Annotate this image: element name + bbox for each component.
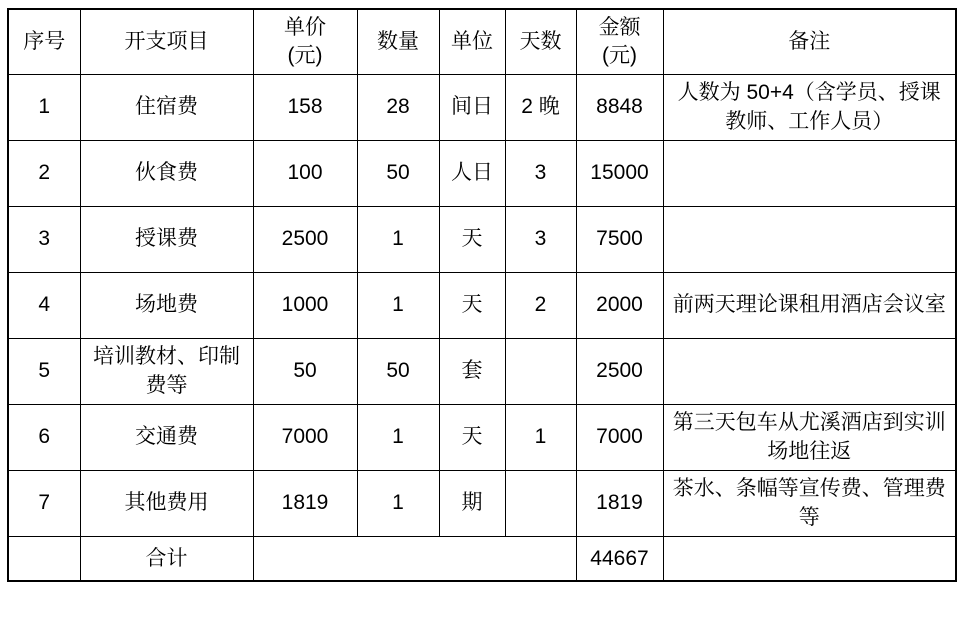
cell-item: 交通费 <box>80 404 253 470</box>
cell-days: 2 晚 <box>505 74 576 140</box>
total-amount: 44667 <box>576 536 663 581</box>
cell-no: 5 <box>8 338 80 404</box>
cell-amount: 1819 <box>576 470 663 536</box>
total-merged-empty-cell <box>253 536 576 581</box>
header-price-label: 单价 <box>284 16 326 40</box>
total-remark-cell <box>663 536 956 581</box>
table-row <box>8 140 956 206</box>
cell-price: 2500 <box>253 206 357 272</box>
cell-item: 住宿费 <box>80 74 253 140</box>
cell-unit: 人日 <box>439 140 505 206</box>
cell-price: 1000 <box>253 272 357 338</box>
cell-no: 1 <box>8 74 80 140</box>
total-no-cell <box>8 536 80 581</box>
cell-item: 授课费 <box>80 206 253 272</box>
cell-qty: 1 <box>357 470 439 536</box>
cell-price: 100 <box>253 140 357 206</box>
cell-item: 培训教材、印制费等 <box>80 338 253 404</box>
cell-unit: 天 <box>439 206 505 272</box>
table-row <box>8 272 956 338</box>
header-amount-unit: (元) <box>602 43 637 67</box>
cell-remark <box>663 338 956 404</box>
cell-amount: 15000 <box>576 140 663 206</box>
table-total-row <box>8 536 956 581</box>
cell-remark: 第三天包车从尤溪酒店到实训场地往返 <box>663 404 956 470</box>
table-row <box>8 206 956 272</box>
cell-remark: 茶水、条幅等宣传费、管理费等 <box>663 470 956 536</box>
cell-days: 3 <box>505 206 576 272</box>
cell-price: 7000 <box>253 404 357 470</box>
cell-amount: 7500 <box>576 206 663 272</box>
cell-unit: 套 <box>439 338 505 404</box>
cell-days: 1 <box>505 404 576 470</box>
cell-qty: 50 <box>357 338 439 404</box>
cell-price: 1819 <box>253 470 357 536</box>
expense-budget-table <box>7 8 957 582</box>
cell-remark <box>663 140 956 206</box>
table-row <box>8 74 956 140</box>
cell-amount: 2500 <box>576 338 663 404</box>
cell-remark: 人数为 50+4（含学员、授课教师、工作人员） <box>663 74 956 140</box>
cell-unit: 天 <box>439 404 505 470</box>
cell-amount: 8848 <box>576 74 663 140</box>
cell-qty: 50 <box>357 140 439 206</box>
cell-no: 7 <box>8 470 80 536</box>
cell-price: 50 <box>253 338 357 404</box>
cell-item: 伙食费 <box>80 140 253 206</box>
cell-no: 6 <box>8 404 80 470</box>
header-qty: 数量 <box>357 9 439 74</box>
cell-qty: 1 <box>357 206 439 272</box>
header-unit: 单位 <box>439 9 505 74</box>
table-row <box>8 470 956 536</box>
header-remark: 备注 <box>663 9 956 74</box>
cell-unit: 天 <box>439 272 505 338</box>
cell-qty: 1 <box>357 404 439 470</box>
header-no: 序号 <box>8 9 80 74</box>
header-item: 开支项目 <box>80 9 253 74</box>
cell-days <box>505 338 576 404</box>
cell-remark <box>663 206 956 272</box>
table-header-row <box>8 9 956 74</box>
cell-days: 2 <box>505 272 576 338</box>
cell-price: 158 <box>253 74 357 140</box>
header-days: 天数 <box>505 9 576 74</box>
cell-unit: 期 <box>439 470 505 536</box>
cell-qty: 1 <box>357 272 439 338</box>
cell-no: 3 <box>8 206 80 272</box>
header-price-unit: (元) <box>287 43 323 67</box>
cell-days <box>505 470 576 536</box>
cell-amount: 2000 <box>576 272 663 338</box>
cell-unit: 间日 <box>439 74 505 140</box>
cell-item: 其他费用 <box>80 470 253 536</box>
table-row <box>8 404 956 470</box>
cell-remark: 前两天理论课租用酒店会议室 <box>663 272 956 338</box>
header-price <box>253 9 357 74</box>
cell-item: 场地费 <box>80 272 253 338</box>
cell-no: 2 <box>8 140 80 206</box>
cell-days: 3 <box>505 140 576 206</box>
cell-amount: 7000 <box>576 404 663 470</box>
total-label: 合计 <box>80 536 253 581</box>
table-row <box>8 338 956 404</box>
header-amount-label: 金额 <box>598 16 641 40</box>
header-amount <box>576 9 663 74</box>
cell-no: 4 <box>8 272 80 338</box>
cell-qty: 28 <box>357 74 439 140</box>
